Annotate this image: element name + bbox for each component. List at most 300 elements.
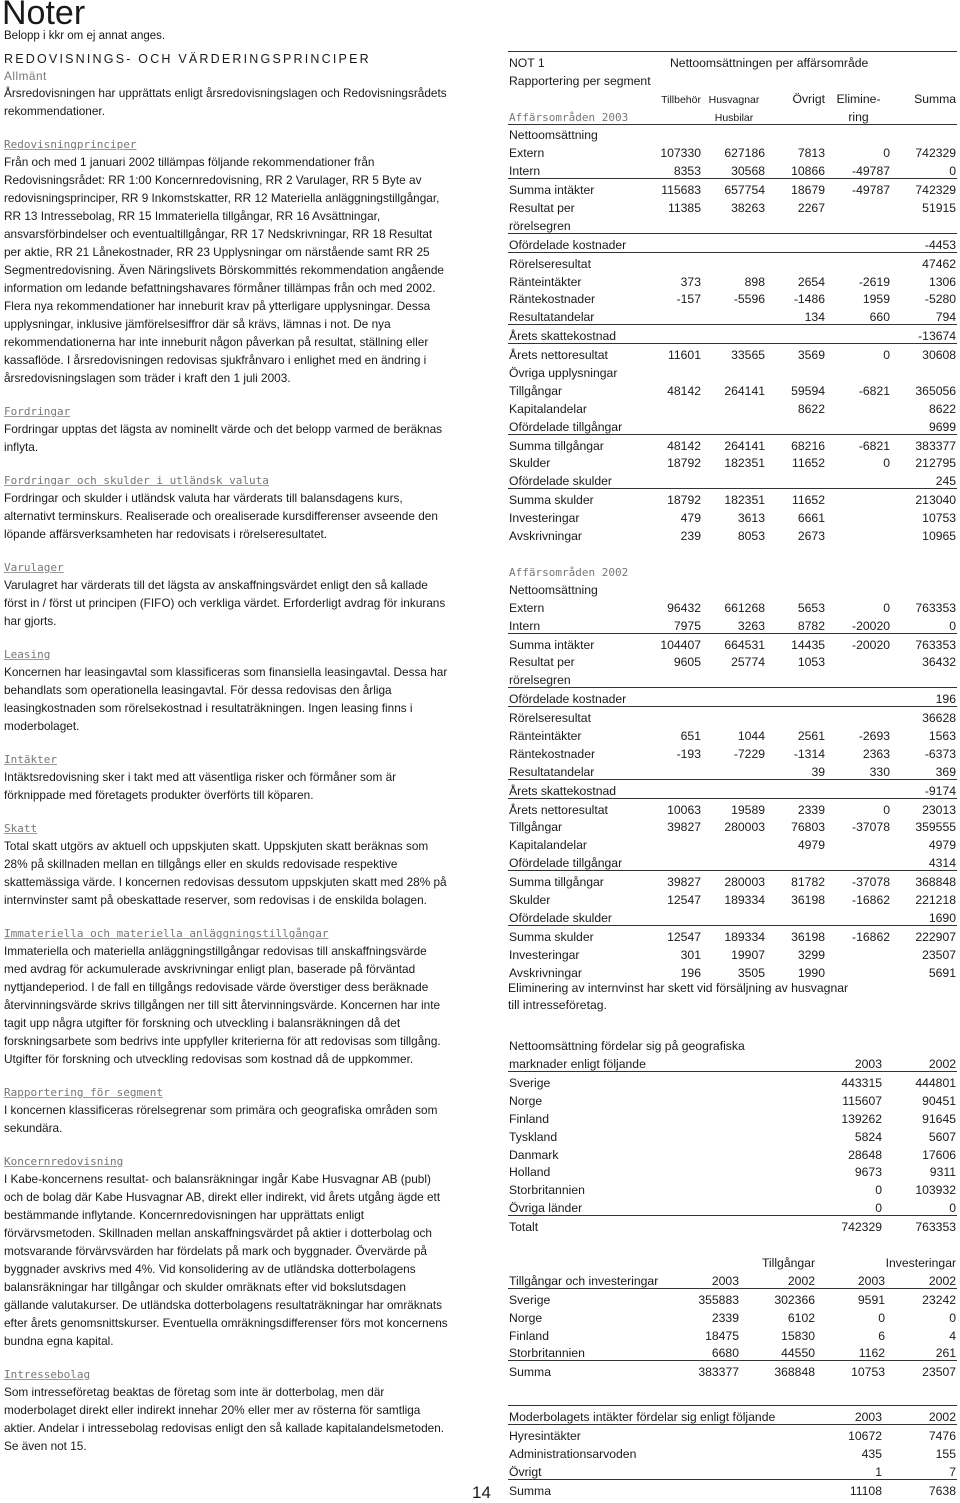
cell-value: [702, 779, 766, 798]
cell-value: 12547: [667, 929, 701, 944]
cell-value: [640, 325, 702, 344]
cell-value: 38263: [731, 201, 765, 216]
cell-value: 664531: [702, 633, 766, 651]
cell-value: [640, 233, 702, 252]
row-label: Summa intäkter: [508, 633, 640, 651]
cell-value: -6821: [858, 383, 890, 398]
cell-value: 355883: [698, 1292, 739, 1307]
section-heading: Immateriella och materiella anläggningstillgångar: [4, 927, 329, 940]
cell-value: 368848: [915, 875, 956, 890]
cell-value: 189334: [724, 929, 765, 944]
cell-value: [766, 362, 826, 380]
cell-value: 17606: [922, 1147, 957, 1162]
cell-value: [640, 761, 702, 779]
row-label: Resultat per: [509, 201, 575, 216]
cell-value: [891, 579, 957, 597]
cell-value: 280003: [724, 820, 765, 835]
cell-value: 19907: [731, 947, 765, 962]
cell-value: [891, 362, 957, 380]
cell-value: 139262: [841, 1111, 882, 1126]
cell-value: 2363: [862, 746, 890, 761]
row-label: Räntekostnader: [509, 746, 596, 761]
cell-value: 5607: [928, 1129, 957, 1144]
assets-label: Tillgångar och investeringar: [508, 1270, 660, 1288]
section: [4, 404, 450, 456]
row-label: Investeringar: [509, 511, 580, 526]
table-row: [508, 743, 957, 761]
table-row: [508, 398, 957, 416]
cell-value: 15830: [781, 1328, 816, 1343]
cell-value: 1959: [862, 292, 890, 307]
table-row: [508, 1179, 957, 1197]
cell-value: [826, 252, 891, 270]
table-row: [508, 1461, 957, 1479]
row-label: Ofördelade skulder: [508, 907, 640, 925]
geo-title-2: marknader enligt följande: [508, 1053, 768, 1071]
cell-value: [702, 398, 766, 416]
footnote-line: Eliminering av internvinst har skett vid försäljning av husvagnar: [508, 980, 849, 995]
table-row: [508, 507, 957, 525]
cell-value: [826, 525, 891, 543]
cell-value: [826, 197, 891, 215]
col-header: Husvagnar: [708, 93, 760, 106]
page-title: Noter: [2, 0, 86, 32]
section-heading: Intressebolag: [4, 1368, 91, 1381]
cell-value: -2619: [858, 274, 890, 289]
section: [4, 1154, 450, 1350]
cell-value: -1314: [793, 746, 825, 761]
cell-value: 444801: [915, 1076, 957, 1091]
cell-value: 8053: [737, 529, 765, 544]
cell-value: -5596: [733, 292, 765, 307]
cell-value: -37078: [852, 820, 890, 835]
row-label: Totalt: [509, 1220, 539, 1235]
cell-value: 373: [680, 274, 701, 289]
cell-value: 68216: [791, 438, 825, 453]
cell-value: 4979: [797, 838, 825, 853]
cell-value: 11652: [792, 493, 825, 508]
cell-value: 365056: [915, 383, 957, 398]
cell-value: 2654: [797, 274, 825, 289]
table-row: [508, 1197, 957, 1215]
row-label: Holland: [509, 1165, 551, 1180]
section-heading: Intäkter: [4, 753, 57, 766]
geo-title: Nettoomsättning fördelar sig på geografiska: [509, 1039, 745, 1054]
cell-value: [826, 215, 891, 233]
cell-value: 104407: [640, 633, 702, 651]
cell-value: [640, 362, 702, 380]
cell-value: 48142: [667, 383, 701, 398]
cell-value: [640, 124, 702, 142]
row-label: Övriga länder: [508, 1197, 768, 1215]
cell-value: 763353: [915, 600, 956, 615]
row-label: Summa: [509, 1483, 551, 1498]
cell-value: 301: [680, 947, 701, 962]
cell-value: 18679: [766, 179, 826, 197]
cell-value: 18475: [705, 1328, 739, 1343]
row-label: Finland: [509, 1111, 549, 1126]
section-heading-2003: Affärsområden 2003: [508, 106, 640, 124]
cell-value: -1486: [793, 292, 825, 307]
table-row: [508, 1343, 957, 1361]
page-subtitle: Belopp i kkr om ej annat anges.: [4, 30, 166, 42]
cell-value: [826, 362, 891, 380]
cell-value: 369: [891, 761, 957, 779]
row-label: Summa intäkter: [508, 179, 640, 197]
table-row: [508, 1307, 957, 1325]
table-row: [508, 380, 957, 398]
row-label: Tillgångar: [509, 383, 563, 398]
cell-value: 3263: [702, 615, 766, 633]
table-row: [508, 325, 957, 344]
cell-value: [702, 669, 766, 687]
row-label: Skulder: [509, 456, 551, 471]
cell-value: [702, 579, 766, 597]
cell-value: 4: [949, 1328, 957, 1343]
row-label: Storbritannien: [508, 1343, 660, 1361]
group-header: Investeringar: [885, 1256, 957, 1271]
col-header: Tillbehör: [661, 93, 701, 106]
cell-value: 261: [886, 1343, 957, 1361]
section-text: Fordringar upptas det lägsta av nominellt värde och det belopp varmed de beräknas inflyta.: [4, 422, 443, 454]
note-label: NOT 1: [508, 52, 640, 70]
cell-value: 2673: [797, 529, 825, 544]
cell-value: 90451: [922, 1093, 957, 1108]
table-row: [508, 889, 957, 907]
year-header: 2003: [660, 1270, 740, 1288]
cell-value: 1990: [797, 965, 825, 980]
section-text: Varulagret har värderats till det lägsta av anskaffningsvärdet enligt den så kallade först in / först ut principen (FIFO) och verkliga värdet. Erforderligt avdrag för inkurans har gjorts.: [4, 578, 446, 628]
cell-value: [640, 215, 702, 233]
cell-value: 9699: [891, 416, 957, 434]
table-row: [508, 633, 957, 651]
cell-value: [766, 252, 826, 270]
cell-value: 91645: [922, 1111, 957, 1126]
table-row: [508, 907, 957, 925]
cell-value: [826, 962, 891, 980]
table-row: [508, 579, 957, 597]
section: [4, 752, 450, 804]
cell-value: 0: [768, 1197, 883, 1215]
year-header: 2002: [883, 1406, 957, 1425]
segment-table: [508, 51, 957, 543]
cell-value: 3505: [737, 965, 765, 980]
row-label: rörelsegren: [508, 669, 640, 687]
cell-value: [702, 362, 766, 380]
cell-value: [702, 834, 766, 852]
cell-value: 245: [891, 470, 957, 488]
cell-value: 30608: [891, 344, 957, 362]
table-row: [508, 688, 957, 707]
cell-value: 6680: [660, 1343, 740, 1361]
row-label: Räntekostnader: [509, 292, 596, 307]
row-label: Resultat per: [509, 655, 575, 670]
section: [4, 926, 450, 1068]
cell-value: 7638: [928, 1483, 956, 1498]
row-label: Summa tillgångar: [509, 438, 604, 453]
cell-value: [766, 470, 826, 488]
cell-value: [826, 852, 891, 870]
cell-value: 8353: [640, 160, 702, 178]
cell-value: 134: [766, 306, 826, 324]
cell-value: [702, 852, 766, 870]
table-row: [508, 1144, 957, 1162]
cell-value: 10753: [851, 1365, 886, 1380]
section: [4, 137, 450, 387]
cell-value: 10753: [922, 511, 957, 526]
table-row: [508, 1216, 957, 1234]
row-label: Resultatandelar: [508, 761, 640, 779]
cell-value: 7975: [640, 615, 702, 633]
row-label: Extern: [509, 146, 545, 161]
row-label: Danmark: [509, 1147, 559, 1162]
cell-value: 196: [680, 965, 701, 980]
cell-value: [702, 907, 766, 925]
cell-value: 8782: [766, 615, 826, 633]
section-heading-2002: Affärsområden 2002: [509, 565, 629, 579]
cell-value: [766, 579, 826, 597]
cell-value: 651: [680, 728, 701, 743]
cell-value: [640, 470, 702, 488]
cell-value: -4453: [891, 233, 957, 252]
cell-value: 96432: [667, 600, 701, 615]
cell-value: 182351: [724, 493, 765, 508]
parent-revenue-table: [508, 1405, 957, 1497]
section: [4, 560, 450, 630]
section-text: I koncernen klassificeras rörelsegrenar som primära och geografiska områden som sekundära.: [4, 1103, 438, 1135]
row-label: Avskrivningar: [509, 529, 582, 544]
cell-value: 1053: [797, 655, 825, 670]
row-label: Ofördelade kostnader: [508, 233, 640, 252]
table-row: [508, 707, 957, 725]
table-row: [508, 852, 957, 870]
row-label: Tillgångar: [509, 820, 563, 835]
row-label: Resultatandelar: [508, 306, 640, 324]
table-row: [508, 761, 957, 779]
cell-value: 742329: [891, 179, 957, 197]
section-heading: Rapportering för segment: [4, 1086, 163, 1099]
cell-value: 368848: [774, 1365, 816, 1380]
cell-value: 0: [883, 1197, 957, 1215]
row-label: Ränteintäkter: [509, 274, 582, 289]
section: [4, 647, 450, 735]
cell-value: 23013: [891, 798, 957, 816]
table-row: [508, 1072, 957, 1090]
cell-value: 36628: [922, 711, 956, 726]
cell-value: -2693: [858, 728, 890, 743]
cell-value: 383377: [915, 438, 957, 453]
row-label: Administrationsarvoden: [509, 1447, 637, 1462]
section-text: Koncernen har leasingavtal som klassificeras som finansiella leasingavtal. Dessa har behandlats som operationella leasingavtal. För dessa redovisas den årliga leasingkostnaden som rörelsekostnad i resultaträkningen. Ingen leasing finns i moderbolaget.: [4, 665, 448, 733]
row-label: Kapitalandelar: [509, 401, 587, 416]
sections-container: [4, 68, 450, 1455]
cell-value: [826, 652, 891, 670]
section-text: Immateriella och materiella anläggningstillgångar redovisas till anskaffningsvärde med avdrag för ackumulerade avskrivningar enligt plan, baserade på förväntad nyttjandeperiod. I de fall en tillgångs redovisade värde överstiger dess beräknade återvinningsvärde skrivs tillgången ner till sitt återvinningsvärde. Koncernen har inte tagit upp några utgifter för forskning och utveckling i balansräkningen då det forskningsarbete som bedrivs inte uppfyller kriterierna för att redovisas som tillgång. Utgifter för forskning och utveckling redovisas som kostnad då de uppkommer.: [4, 944, 441, 1066]
cell-value: [826, 707, 891, 725]
cell-value: 76803: [791, 820, 825, 835]
segment-table-2002: [508, 561, 957, 979]
table-row: [508, 124, 957, 142]
cell-value: 0: [883, 456, 890, 471]
section-heading: Varulager: [4, 561, 64, 574]
table-row: [508, 470, 957, 488]
note-header-row: [508, 52, 957, 70]
section-text: Fordringar och skulder i utländsk valuta har värderats till balansdagens kurs, alternativt terminskurs. Realiserade och orealiserade kursdifferenser avseende den löpande affärsverksamheten har redovisats i rörelseresultatet.: [4, 491, 438, 541]
table-row: [508, 179, 957, 197]
cell-value: 39: [766, 761, 826, 779]
cell-value: -9174: [891, 779, 957, 798]
row-label: Rörelseresultat: [509, 256, 591, 271]
section-text: Från och med 1 januari 2002 tillämpas följande rekommendationer från Redovisningsrådet: RR 1:00 Koncernredovisning, RR 2 Varulager, RR 5 Byte av redovisningsprinciper, RR 9 Inkomstskatter, RR 12 Materiella anläggningstillgångar, RR 13 Intressebolag, RR 15 Immateriella tillgångar, RR 16 Avsättningar, ansvarsförbindelser och eventualtillgångar, RR 17 Nedskrivningar, RR 18 Resultat per aktie, RR 21 Lånekostnader, RR 23 Upplysningar om närstående samt RR 25 Segmentredovisning. Även Näringslivets Börskommittés rekommendation angående information om ledande befattningshavares förmåner tillämpas från och med 2002. Flera nya rekommendationer har inneburit krav på ytterligare upplysningar. Dessa upplysningar, inklusive jämförelsesiffror där så krävs, lämnas i not. De nya rekommendationerna har inte inneburit någon påverkan på resultat, ställning eller kassaflöde. I årsredovisningen redovisas sjukfrånvaro i enlighet med en ändring i årsredovisningslagen som träder i kraft den 1 juli 2003.: [4, 155, 444, 385]
cell-value: 155: [935, 1447, 956, 1462]
table-row: [508, 779, 957, 798]
cell-value: [640, 834, 702, 852]
cell-value: [702, 306, 766, 324]
cell-value: 103932: [915, 1183, 957, 1198]
cell-value: 302366: [774, 1292, 816, 1307]
cell-value: [702, 707, 766, 725]
table-row: [508, 215, 957, 233]
cell-value: [826, 779, 891, 798]
cell-value: 5653: [797, 600, 825, 615]
cell-value: [766, 852, 826, 870]
cell-value: 39827: [667, 820, 701, 835]
table-row: [508, 1443, 957, 1461]
section-heading: Fordringar: [4, 405, 71, 418]
year-header: 2003: [816, 1270, 886, 1288]
cell-value: [891, 669, 957, 687]
section-heading: Allmänt: [4, 69, 47, 83]
geo-table: [508, 1035, 957, 1234]
table-row: [508, 615, 957, 633]
row-label: Ränteintäkter: [509, 728, 582, 743]
cell-value: 182351: [724, 456, 765, 471]
cell-value: 25774: [731, 655, 765, 670]
cell-value: 479: [680, 511, 701, 526]
cell-value: 8622: [928, 401, 957, 416]
cell-value: [640, 398, 702, 416]
row-label: Norge: [509, 1093, 543, 1108]
cell-value: [766, 707, 826, 725]
cell-value: 443315: [841, 1076, 882, 1091]
table-row: [508, 142, 957, 160]
cell-value: 10866: [766, 160, 826, 178]
cell-value: 33565: [702, 344, 766, 362]
cell-value: [640, 852, 702, 870]
cell-value: -5280: [924, 292, 957, 307]
note-1: [508, 51, 957, 1498]
table-row: [508, 1090, 957, 1108]
cell-value: 222907: [915, 929, 956, 944]
cell-value: 5824: [854, 1129, 882, 1144]
cell-value: -49787: [826, 179, 891, 197]
row-label: Extern: [509, 600, 545, 615]
cell-value: [826, 907, 891, 925]
cell-value: -20020: [826, 633, 891, 651]
cell-value: 221218: [915, 892, 956, 907]
cell-value: 9311: [929, 1165, 957, 1180]
section-text: Som intresseföretag beaktas de företag som inte är dotterbolag, men där moderbolaget direkt eller indirekt innehar 20% eller mer av rösterna för samtliga aktier. Andelar i intressebolag redovisas enligt den så kallade kapitalandelsmetoden. Se även not 15.: [4, 1385, 445, 1453]
cell-value: 3299: [797, 947, 825, 962]
cell-value: 9673: [854, 1165, 882, 1180]
row-label: Årets skattekostnad: [508, 779, 640, 798]
cell-value: 115683: [640, 179, 702, 197]
cell-value: 36198: [791, 929, 825, 944]
table-row: [508, 1108, 957, 1126]
cell-value: -6821: [858, 438, 890, 453]
cell-value: [702, 252, 766, 270]
cell-value: 661268: [724, 600, 765, 615]
cell-value: 330: [826, 761, 891, 779]
row-label: Summa skulder: [509, 493, 594, 508]
cell-value: [826, 124, 891, 142]
cell-value: [891, 124, 957, 142]
cell-value: [766, 416, 826, 434]
cell-value: 742329: [915, 146, 957, 161]
cell-value: [702, 416, 766, 434]
cell-value: [766, 124, 826, 142]
cell-value: 239: [680, 529, 701, 544]
col-header-row: [508, 88, 957, 106]
cell-value: 1690: [891, 907, 957, 925]
cell-value: 107330: [660, 146, 701, 161]
cell-value: 264141: [724, 383, 765, 398]
cell-value: 11652: [792, 456, 825, 471]
row-label: Summa skulder: [509, 929, 594, 944]
table-row: [508, 817, 957, 835]
cell-value: 794: [891, 306, 957, 324]
row-label: Summa tillgångar: [509, 875, 604, 890]
cell-value: 10063: [640, 798, 702, 816]
cell-value: 6: [878, 1328, 886, 1343]
row-label: Summa: [509, 1365, 551, 1380]
section-heading: Redovisningprinciper: [4, 138, 137, 151]
row-label: Årets nettoresultat: [508, 344, 640, 362]
row-label: Ofördelade kostnader: [508, 688, 640, 707]
cell-value: [766, 669, 826, 687]
cell-value: -6373: [924, 746, 956, 761]
cell-value: 657754: [702, 179, 766, 197]
row-label: Norge: [509, 1310, 543, 1325]
cell-value: [702, 124, 766, 142]
cell-value: [826, 834, 891, 852]
cell-value: 36432: [922, 655, 956, 670]
cell-value: 18792: [667, 493, 701, 508]
cell-value: -193: [676, 746, 701, 761]
cell-value: 359555: [915, 820, 956, 835]
cell-value: 763353: [915, 1220, 957, 1235]
table-row: [508, 1162, 957, 1180]
group-header: Tillgångar: [761, 1256, 816, 1271]
table-row: [508, 962, 957, 980]
cell-value: [826, 398, 891, 416]
cell-value: 0: [826, 798, 891, 816]
cell-value: 383377: [698, 1365, 739, 1380]
cell-value: 898: [744, 274, 765, 289]
table-row: [508, 925, 957, 943]
cell-value: 2339: [766, 798, 826, 816]
note-subtitle-row: [508, 70, 957, 88]
cell-value: 1563: [928, 728, 956, 743]
note-subtitle: Rapportering per segment: [509, 73, 651, 88]
cell-value: 19589: [702, 798, 766, 816]
col-header: Övrigt: [792, 91, 825, 106]
year-header: 2002: [886, 1270, 957, 1288]
cell-value: 36198: [791, 892, 825, 907]
cell-value: 213040: [915, 493, 957, 508]
cell-value: -20020: [826, 615, 891, 633]
cell-value: 39827: [667, 875, 701, 890]
